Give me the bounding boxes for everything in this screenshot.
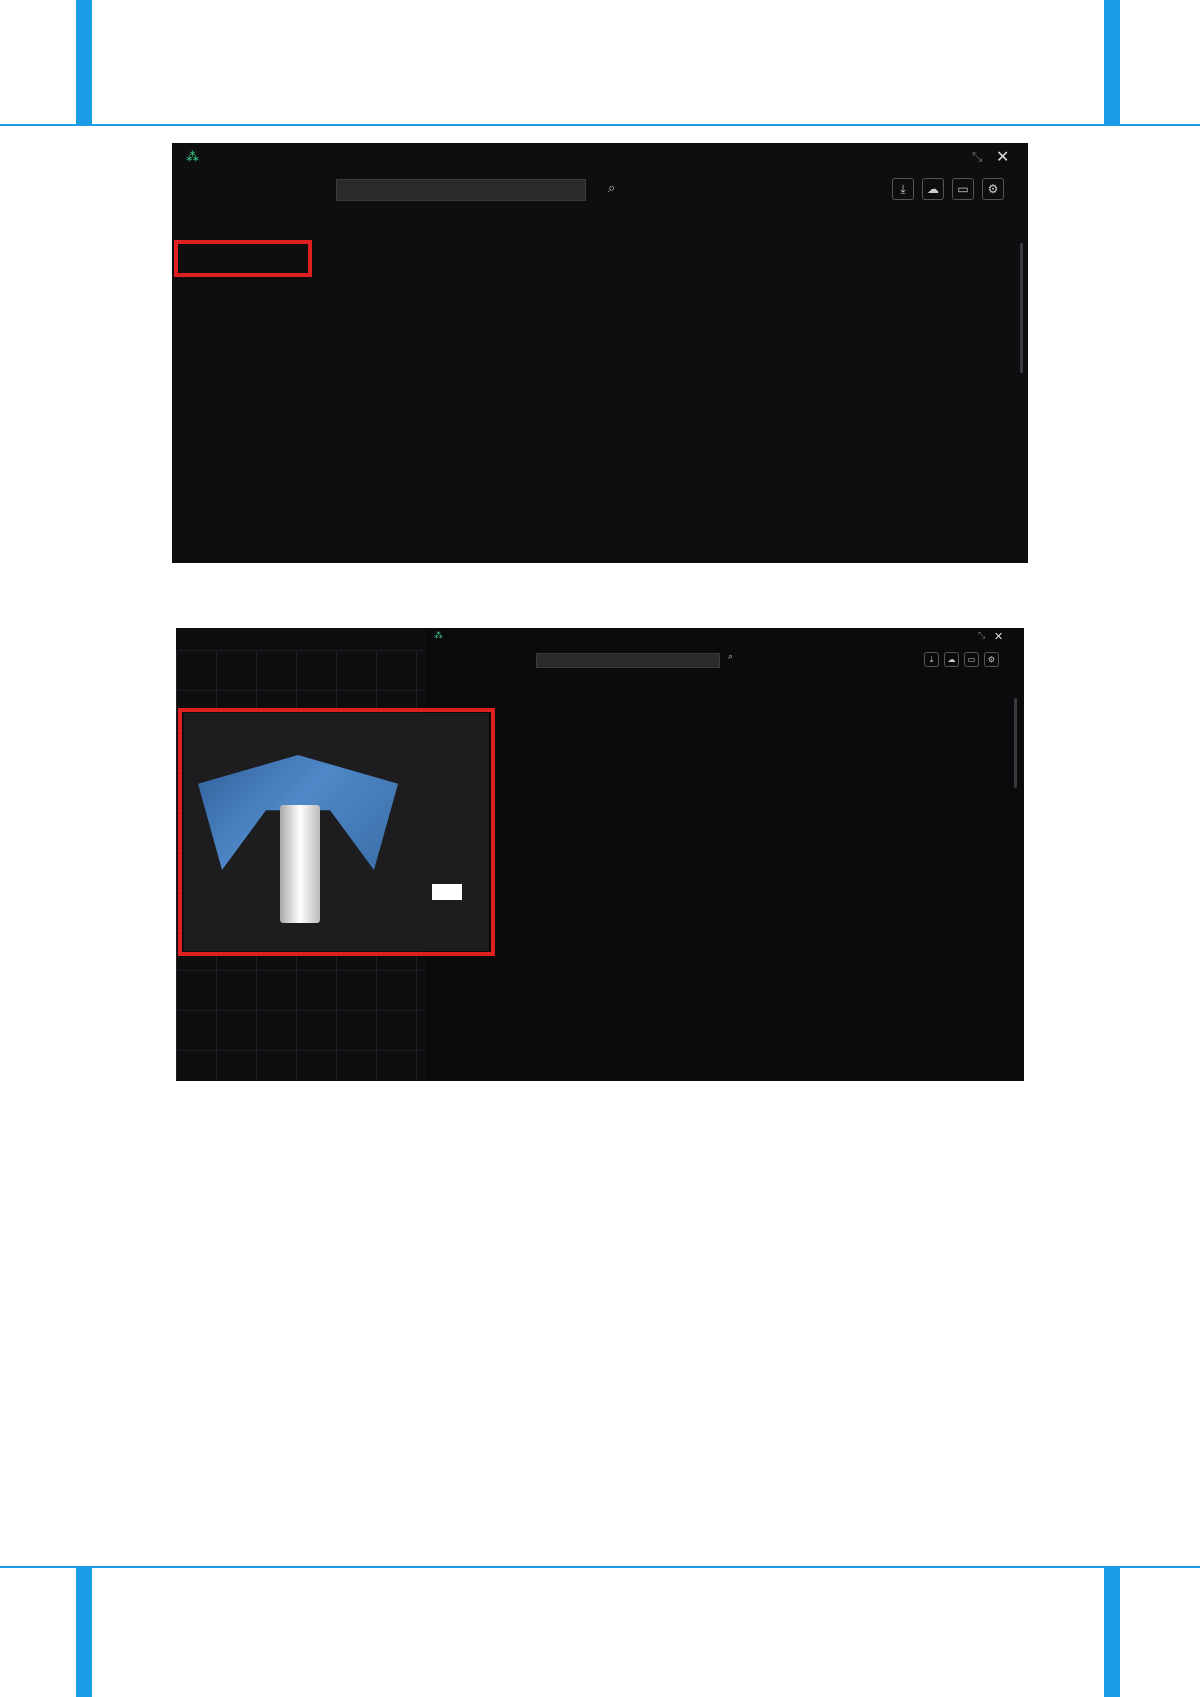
cloud-upload-button[interactable]: ☁ [922,178,944,200]
scrollbar[interactable] [1020,243,1023,373]
close-icon[interactable]: ✕ [994,630,1004,643]
minimize-icon[interactable]: ⤡ [978,631,986,641]
scrollbar[interactable] [1014,698,1017,788]
library-logo-icon: ⁂ [434,631,443,641]
screenshot-resource-library [172,143,1028,563]
footer-rule [0,1566,1200,1568]
download-button[interactable]: ⤓ [892,178,914,200]
close-icon[interactable]: ✕ [996,147,1010,166]
top-right-accent-bar [1104,0,1120,124]
folder-button[interactable]: ▭ [952,178,974,200]
search-input[interactable] [336,179,586,201]
library-panel [426,628,1024,1081]
cloud-upload-button[interactable]: ☁ [944,652,959,667]
search-icon[interactable]: ⌕ [728,652,734,662]
folder-button[interactable]: ▭ [964,652,979,667]
search-input[interactable] [536,653,720,668]
settings-button[interactable]: ⚙ [982,178,1004,200]
settings-button[interactable]: ⚙ [984,652,999,667]
search-icon[interactable]: ⌕ [608,181,616,196]
highlight-detail-panel [178,708,495,956]
top-left-accent-bar [76,0,92,124]
screenshot-material-properties [176,628,1024,1081]
download-button[interactable]: ⤓ [924,652,939,667]
library-logo-icon: ⁂ [186,150,199,165]
header-rule [0,124,1200,126]
highlight-fabric-category [174,240,312,277]
bottom-left-accent-bar [76,1566,92,1697]
bottom-right-accent-bar [1104,1566,1120,1697]
minimize-icon[interactable]: ⤡ [972,150,983,165]
